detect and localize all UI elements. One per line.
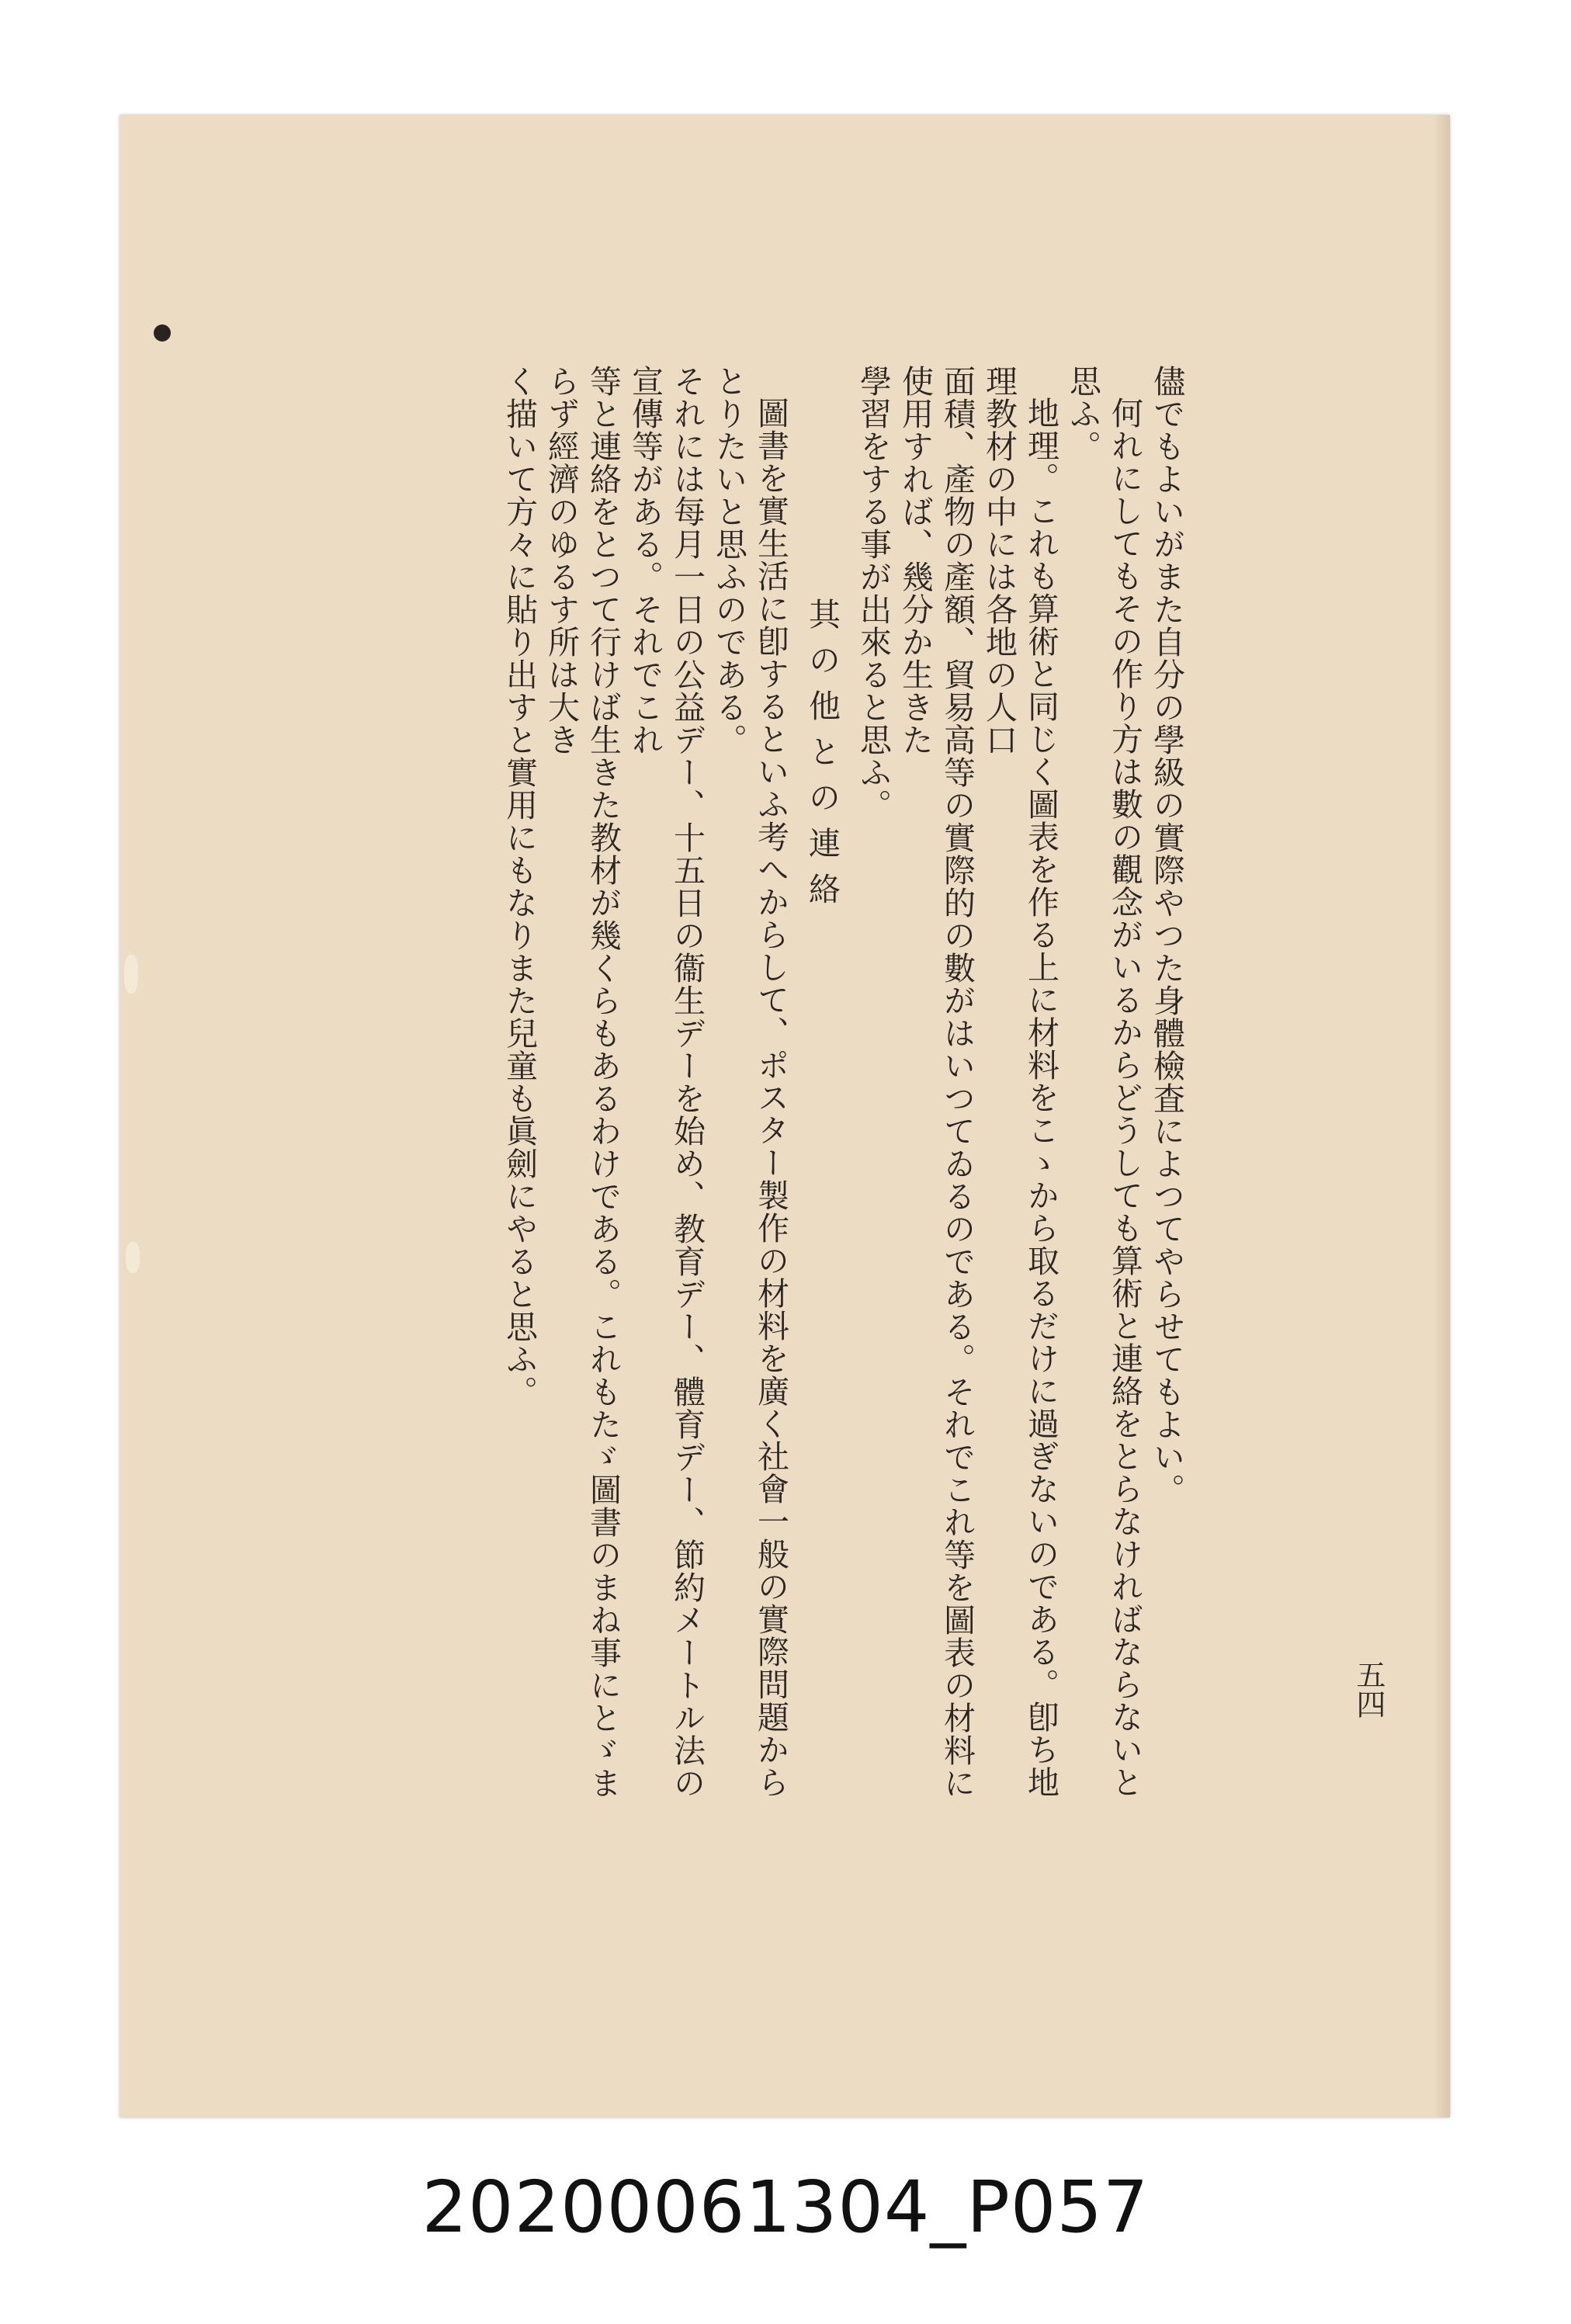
paper-tear — [126, 1242, 140, 1273]
text-line: 何れにしてもその作り方は數の觀念がいるからどうしても算術と連絡をとらなければならないと思ふ。 — [1064, 365, 1143, 1798]
text-line: く描いて方々に貼り出すと實用にもなりまた兒童も眞劍にやると思ふ。 — [501, 365, 538, 1408]
image-caption: 20200061304_P057 — [421, 2166, 1150, 2249]
text-line: 地理。これも算術と同じく圖表を作る上に材料をこゝから取るだけに過ぎないのである。卽ち地理教材の中には各地の人口 — [980, 365, 1059, 1798]
section-heading: 其の他との連絡 — [803, 598, 841, 918]
text-line: 面積、產物の產額、貿易高等の實際的の數がはいつてゐるのである。それでこれ等を圖表の材料に使用すれば、幾分か生きた — [896, 365, 976, 1799]
text-line: 學習をする事が出來ると思ふ。 — [855, 365, 892, 821]
binding-hole — [154, 324, 171, 342]
text-line: 等と連絡をとつて行けば生きた教材が幾くらもあるわけである。これもたゞ圖書のまね事にとゞまらず經濟のゆるす所は大き — [543, 365, 622, 1799]
text-line: 圖書を實生活に卽するといふ考へからして、ポスター製作の材料を廣く社會一般の實際問題からとりたいと思ふのである。 — [710, 365, 789, 1798]
text-line: それには每月一日の公益デー、十五日の衞生デーを始め、教育デー、體育デー、節約メートル法の宣傳等がある。それでこれ — [626, 365, 706, 1799]
body-text — [501, 365, 1188, 1809]
paper-tear — [124, 955, 138, 994]
page-number: 五四 — [1351, 1660, 1385, 1719]
text-line: 儘でもよいがまた自分の學級の實際やつた身體檢査によつてやらせてもよい。 — [1148, 365, 1185, 1506]
